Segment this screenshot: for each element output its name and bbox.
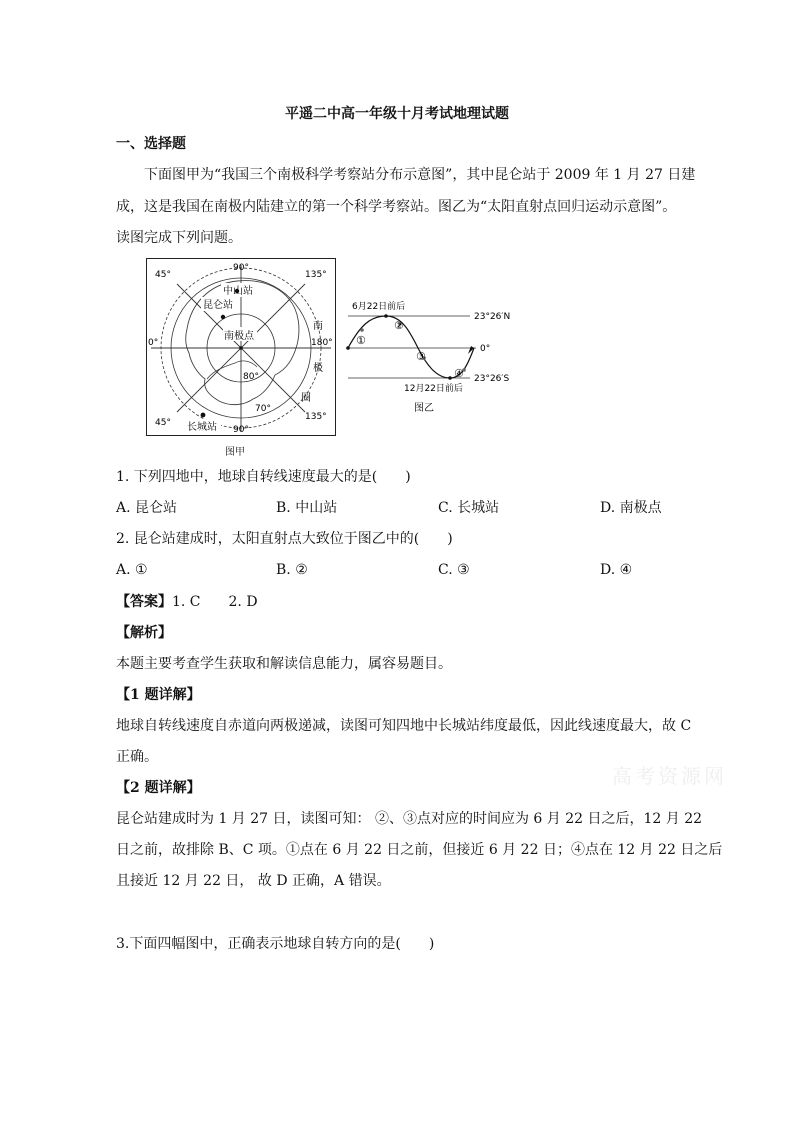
changcheng-station-dot <box>201 413 206 418</box>
label-tropic-north: 23°26′N <box>474 312 511 322</box>
label-circle-char3: 圈 <box>301 393 311 404</box>
label-90-top: 90° <box>233 263 249 273</box>
q2-option-c[interactable]: C. ③ <box>438 562 470 578</box>
watermark: 高考资源网 <box>612 764 727 788</box>
page-title: 平遥二中高一年级十月考试地理试题 <box>285 106 509 122</box>
label-0: 0° <box>148 338 159 348</box>
q1-option-c[interactable]: C. 长城站 <box>438 500 500 516</box>
intro-line-3: 读图完成下列问题。 <box>116 230 242 246</box>
label-june: 6月22日前后 <box>352 302 406 312</box>
label-kunlun: 昆仑站 <box>203 300 233 311</box>
detail-2-line-1: 昆仑站建成时为 1 月 27 日，读图可知： ②、③点对应的时间应为 6 月 22 日之后，12 月 22 <box>116 811 703 827</box>
detail-2-label: 【2 题详解】 <box>116 780 201 796</box>
label-45-bottom: 45° <box>155 418 171 428</box>
figure-a-antarctica-map <box>146 258 336 436</box>
detail-2-line-3: 且接近 12 月 22 日， 故 D 正确，A 错误。 <box>116 873 391 889</box>
q2-option-b[interactable]: B. ② <box>276 562 308 578</box>
detail-1-line-2: 正确。 <box>116 749 158 765</box>
intro-line-1: 下面图甲为“我国三个南极科学考察站分布示意图”，其中昆仑站于 2009 年 1 月 27 日建 <box>144 167 696 183</box>
label-circle-char2: 极 <box>313 363 323 374</box>
label-tropic-south: 23°26′S <box>474 374 510 384</box>
q2-option-d[interactable]: D. ④ <box>600 562 633 578</box>
label-135-bottom: 135° <box>305 412 327 422</box>
analysis-label: 【解析】 <box>116 625 172 641</box>
intro-line-2: 成，这是我国在南极内陆建立的第一个科学考察站。图乙为“太阳直射点回归运动示意图”。 <box>116 199 677 215</box>
section-heading: 一、选择题 <box>116 136 186 152</box>
question-3-stem: 3.下面四幅图中，正确表示地球自转方向的是( ) <box>116 936 435 952</box>
label-90-bottom: 90° <box>233 425 249 435</box>
label-zhongshan: 中山站 <box>223 286 253 297</box>
label-70: 70° <box>255 404 271 414</box>
label-equator: 0° <box>480 344 491 354</box>
label-circle-char1: 南 <box>313 321 323 332</box>
label-45-top: 45° <box>155 270 171 280</box>
label-south-pole: 南极点 <box>224 331 254 342</box>
figure-b-subsolar-migration <box>340 298 524 416</box>
answer-label: 【答案】 <box>116 594 172 610</box>
analysis-text: 本题主要考查学生获取和解读信息能力，属容易题目。 <box>116 656 452 672</box>
q2-option-a[interactable]: A. ① <box>116 562 148 578</box>
detail-2-line-2: 日之前，故排除 B、C 项。①点在 6 月 22 日之前，但接近 6 月 22 日；④点在 12 月 22 日之后 <box>116 842 723 858</box>
label-point-4: ④ <box>454 367 464 380</box>
answer-line <box>116 592 258 612</box>
label-180: 180° <box>311 338 333 348</box>
question-2-stem: 2. 昆仑站建成时，太阳直射点大致位于图乙中的( ) <box>116 531 453 547</box>
q1-option-a[interactable]: A. 昆仑站 <box>116 500 178 516</box>
label-135-top: 135° <box>305 270 327 280</box>
question-1-stem: 1. 下列四地中，地球自转线速度最大的是( ) <box>116 469 411 485</box>
q1-option-b[interactable]: B. 中山站 <box>276 500 338 516</box>
label-point-1: ① <box>356 334 366 347</box>
q1-option-d[interactable]: D. 南极点 <box>600 500 662 516</box>
label-point-2: ② <box>394 319 404 332</box>
kunlun-station-dot <box>221 315 225 319</box>
figure-a-caption: 图甲 <box>225 447 245 458</box>
answer-text: 1. C 2. D <box>172 594 258 610</box>
label-80: 80° <box>243 372 259 382</box>
label-changcheng: 长城站 <box>187 422 217 433</box>
south-pole-dot <box>239 346 243 350</box>
label-december: 12月22日前后 <box>404 384 463 394</box>
figure-b-caption: 图乙 <box>414 403 434 414</box>
detail-1-line-1: 地球自转线速度自赤道向两极递减，读图可知四地中长城站纬度最低，因此线速度最大，故 C <box>116 718 692 734</box>
label-point-3: ③ <box>416 350 426 363</box>
detail-1-label: 【1 题详解】 <box>116 687 201 703</box>
